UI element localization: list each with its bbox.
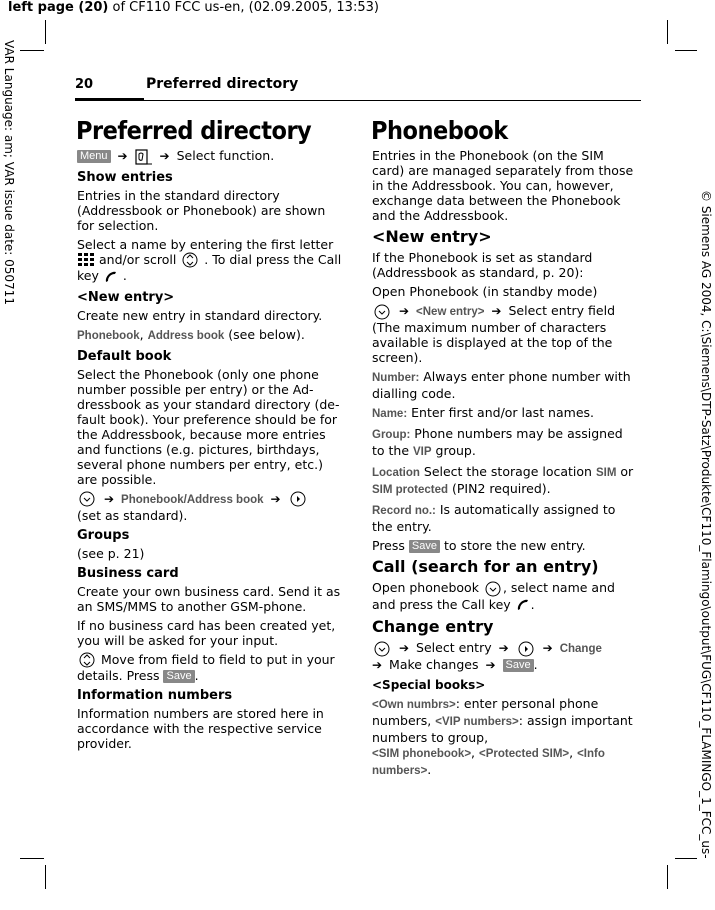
paragraph: Move from field to field to put in your details. Press Save . [77,651,335,683]
arrow-icon: ➔ [498,641,509,655]
call-key-icon [515,597,531,613]
arrow-icon: ➔ [398,304,410,318]
business-card-heading: Business card [77,565,179,581]
groups-heading: Groups [77,527,130,543]
field-group: Group: Phone numbers may be assigned to the VIP group. [372,426,623,458]
arrow-icon: ➔ [485,658,496,672]
default-book-heading: Default book [77,348,172,364]
paragraph: (see p. 21) [77,545,145,561]
nav-right-icon [290,491,306,507]
paragraph: Create your own business card. Send it as an SMS/MMS to another GSM-phone. [77,583,341,614]
left-column [77,116,343,755]
arrow-icon: ➔ [398,641,410,655]
scroll-down-icon [374,304,390,320]
field-location: Location Select the storage location SIM or SIM protected (PIN2 required). [372,464,634,496]
paragraph: <Own numbrs>: enter personal phone numbers, <VIP numbers>: assign important numbers to group, <SIM phonebook>, <Protected SIM>, <Info numbers>. [372,696,633,777]
paragraph: Open Phonebook (in standby mode) [372,284,598,299]
paragraph: If the Phonebook is set as standard (Addressbook as standard, p. 20): [372,250,593,280]
crop-mark [667,20,668,44]
right-margin-note: © Siemens AG 2004, C:\Siemens\DTP-Satz\Produkte\CF110_Flamingo\output\FUG\CF110_FLAMINGO_1_FCC_us- [699,190,713,859]
crop-mark [45,20,46,44]
right-column [372,116,638,783]
paragraph: Information numbers are stored here in accordance with the respective service provider. [77,706,324,751]
scroll-down-icon [79,491,95,507]
arrow-icon: ➔ [103,491,115,506]
arrow-icon: ➔ [159,149,170,163]
save-softkey: Save [409,540,440,553]
arrow-icon: ➔ [491,304,502,318]
paragraph: Press Save to store the new entry. [372,538,586,553]
running-title: Preferred directory [146,76,299,92]
field-number: Number: Always enter phone number with dialling code. [372,369,631,401]
paragraph: ➔ <New entry> ➔ Select entry field (The maximum number of characters available is displayed at the top of the screen). [372,303,615,365]
save-softkey: Save [503,659,534,672]
crop-mark [20,50,44,51]
paragraph: ➔ Phonebook/Address book ➔ (set as standard). [77,491,343,523]
nav-right-icon [518,641,534,657]
special-books-heading: <Special books> [372,678,486,692]
call-heading: Call (search for an entry) [372,557,599,576]
scroll-updown-icon [182,252,198,268]
scroll-down-icon [374,641,390,657]
arrow-icon: ➔ [372,658,383,672]
crop-mark [675,858,697,859]
scroll-down-icon [485,581,501,597]
new-entry-heading: <New entry> [372,227,492,246]
crop-mark [20,858,44,859]
arrow-icon: ➔ [542,641,553,655]
paragraph: Entries in the Phonebook (on the SIM card) are managed separately from those in the Addressbook. You can, however, exchange data between the Phonebook and the Addressbook. [372,148,634,223]
paragraph: Phonebook, Address book (see below). [77,326,305,342]
paragraph: Select the Phonebook (only one phone number possible per entry) or the Ad-dressbook as your standard directory (de-fault book). Your preference should be for the Addressbook, because more entries and functions (e.g. pictures, birthdays, several phone numbers per entry, etc.) are possible. [77,366,340,487]
paragraph: ➔ Select entry ➔ ➔ Change ➔ Make changes ➔ Save . [372,640,602,672]
section-title: Phonebook [371,116,508,145]
paragraph: Select a name by entering the first letter and/or scroll . To dial press the Call key . [77,236,342,283]
arrow-icon: ➔ [117,149,128,163]
crop-mark [45,865,46,889]
change-entry-heading: Change entry [372,617,494,636]
left-margin-note: VAR Language: am; VAR issue date: 050711 [2,40,16,305]
paragraph: Entries in the standard directory (Addressbook or Phonebook) are shown for selection. [77,187,326,233]
paragraph: If no business card has been created yet, you will be asked for your input. [77,617,336,648]
crop-mark [675,50,697,51]
header-rule-thin [144,100,641,101]
field-record: Record no.: Is automatically assigned to the entry. [372,502,616,534]
page-number: 20 [75,77,94,92]
header-bold: left page (20) [8,0,109,15]
menu-softkey: Menu [77,150,111,163]
info-numbers-heading: Information numbers [77,688,233,703]
menu-path: Menu ➔ ➔ Select function. [77,148,343,165]
field-name: Name: Enter first and/or last names. [372,405,594,420]
keypad-icon [77,252,95,268]
call-key-icon [103,269,119,285]
show-entries-heading: Show entries [77,169,173,185]
save-softkey: Save [163,670,194,683]
print-header [8,0,379,15]
header-rule-thick [75,98,144,101]
scroll-updown-icon [79,652,95,668]
paragraph: Open phonebook , select name and and press the Call key . [372,580,615,612]
header-rest: of CF110 FCC us-en, (02.09.2005, 13:53) [108,0,379,15]
new-entry-heading: <New entry> [77,289,175,305]
paragraph: Create new entry in standard directory. [77,307,323,323]
section-title: Preferred directory [76,116,312,145]
arrow-icon: ➔ [270,491,281,506]
crop-mark [667,865,668,889]
phonebook-icon [135,149,153,165]
